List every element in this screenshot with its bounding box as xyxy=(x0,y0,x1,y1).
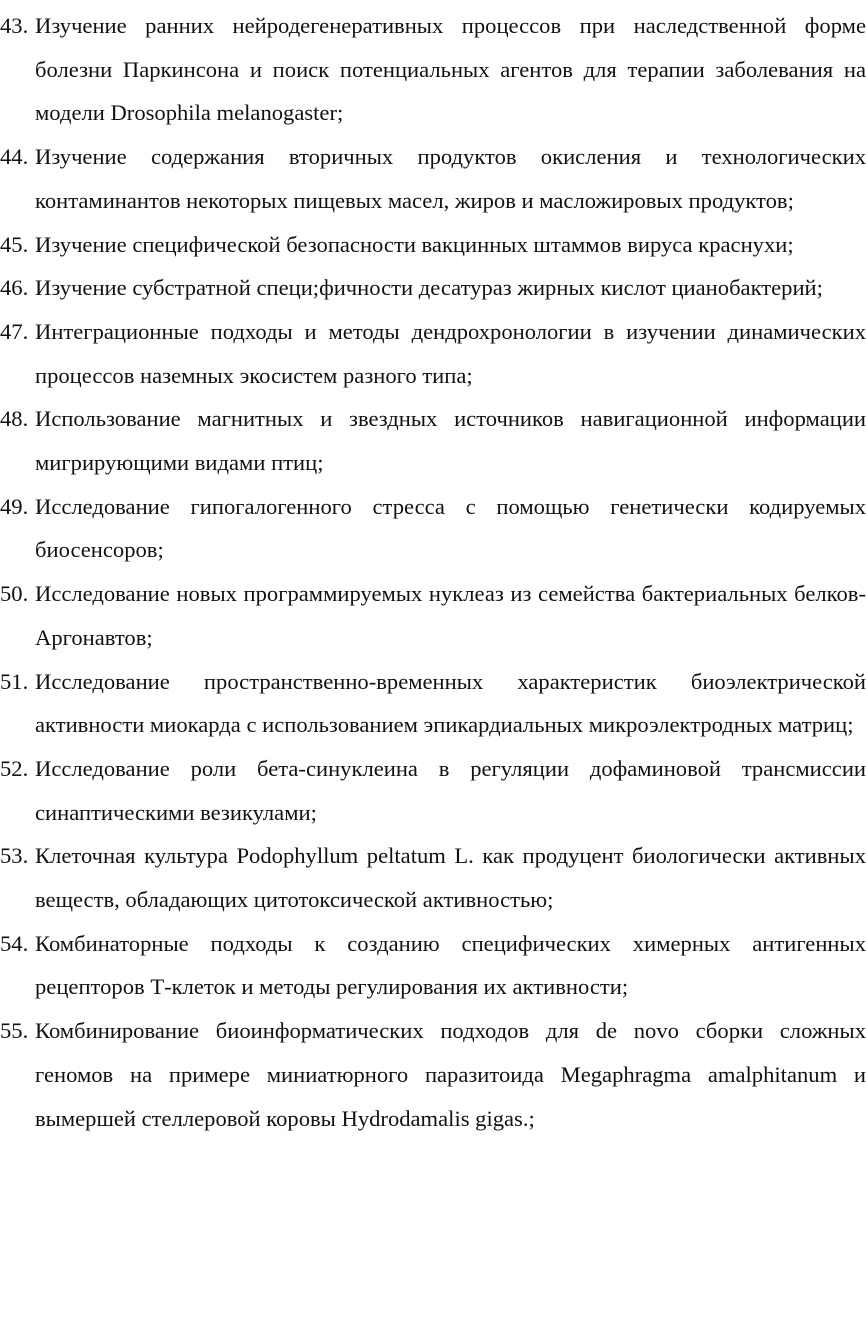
item-number: 51. xyxy=(0,668,29,694)
item-text: Использование магнитных и звездных источников навигационной информации мигрирующими видами птиц; xyxy=(35,406,866,476)
list-item xyxy=(0,397,866,484)
list-item xyxy=(0,922,866,1009)
item-number: 46. xyxy=(0,275,29,301)
item-text: Исследование роли бета-синуклеина в регуляции дофаминовой трансмиссии синаптическими везикулами; xyxy=(35,755,866,825)
item-text: Исследование пространственно-временных характеристик биоэлектрической активности миокарда с использованием эпикардиальных микроэлектродных матриц; xyxy=(35,668,866,738)
item-number: 48. xyxy=(0,406,29,432)
topic-list xyxy=(0,4,866,1140)
item-text: Изучение ранних нейродегенеративных процессов при наследственной форме болезни Паркинсона и поиск потенциальных агентов для терапии заболевания на модели Drosophila melanogaster; xyxy=(35,13,866,126)
item-text: Изучение содержания вторичных продуктов окисления и технологических контаминантов некоторых пищевых масел, жиров и масложировых продуктов; xyxy=(35,144,866,213)
item-text: Исследование новых программируемых нуклеаз из семейства бактериальных белков-Аргонавтов; xyxy=(35,581,866,650)
item-number: 45. xyxy=(0,231,29,257)
list-item xyxy=(0,660,866,747)
item-text: Исследование гипогалогенного стресса с помощью генетически кодируемых биосенсоров; xyxy=(35,493,866,563)
item-text: Изучение субстратной специ;фичности десатураз жирных кислот цианобактерий; xyxy=(35,275,823,301)
item-number: 49. xyxy=(0,493,29,519)
list-item xyxy=(0,4,866,135)
item-text: Комбинаторные подходы к созданию специфических химерных антигенных рецепторов Т-клеток и методы регулирования их активности; xyxy=(35,930,866,1000)
item-text: Интеграционные подходы и методы дендрохронологии в изучении динамических процессов наземных экосистем разного типа; xyxy=(35,318,866,388)
list-item xyxy=(0,747,866,834)
list-item xyxy=(0,1009,866,1140)
item-text: Комбинирование биоинформатических подходов для de novo сборки сложных геномов на примере миниатюрного паразитоида Megaphragma amalphitanum и вымершей стеллеровой коровы Hydrodamalis gigas.; xyxy=(35,1018,866,1131)
item-text: Клеточная культура Podophyllum peltatum L. как продуцент биологически активных веществ, обладающих цитотоксической активностью; xyxy=(35,843,866,913)
item-number: 55. xyxy=(0,1018,29,1044)
item-number: 50. xyxy=(0,581,29,607)
list-item xyxy=(0,485,866,572)
item-text: Изучение специфической безопасности вакцинных штаммов вируса краснухи; xyxy=(35,231,794,257)
list-item xyxy=(0,310,866,397)
list-item xyxy=(0,572,866,659)
item-number: 54. xyxy=(0,930,29,956)
item-number: 44. xyxy=(0,144,29,170)
document-page xyxy=(0,4,866,1140)
list-item xyxy=(0,834,866,921)
item-number: 43. xyxy=(0,13,29,38)
item-number: 53. xyxy=(0,843,29,869)
list-item xyxy=(0,135,866,222)
list-item xyxy=(0,266,866,310)
item-number: 52. xyxy=(0,755,29,781)
item-number: 47. xyxy=(0,318,29,344)
list-item xyxy=(0,223,866,267)
